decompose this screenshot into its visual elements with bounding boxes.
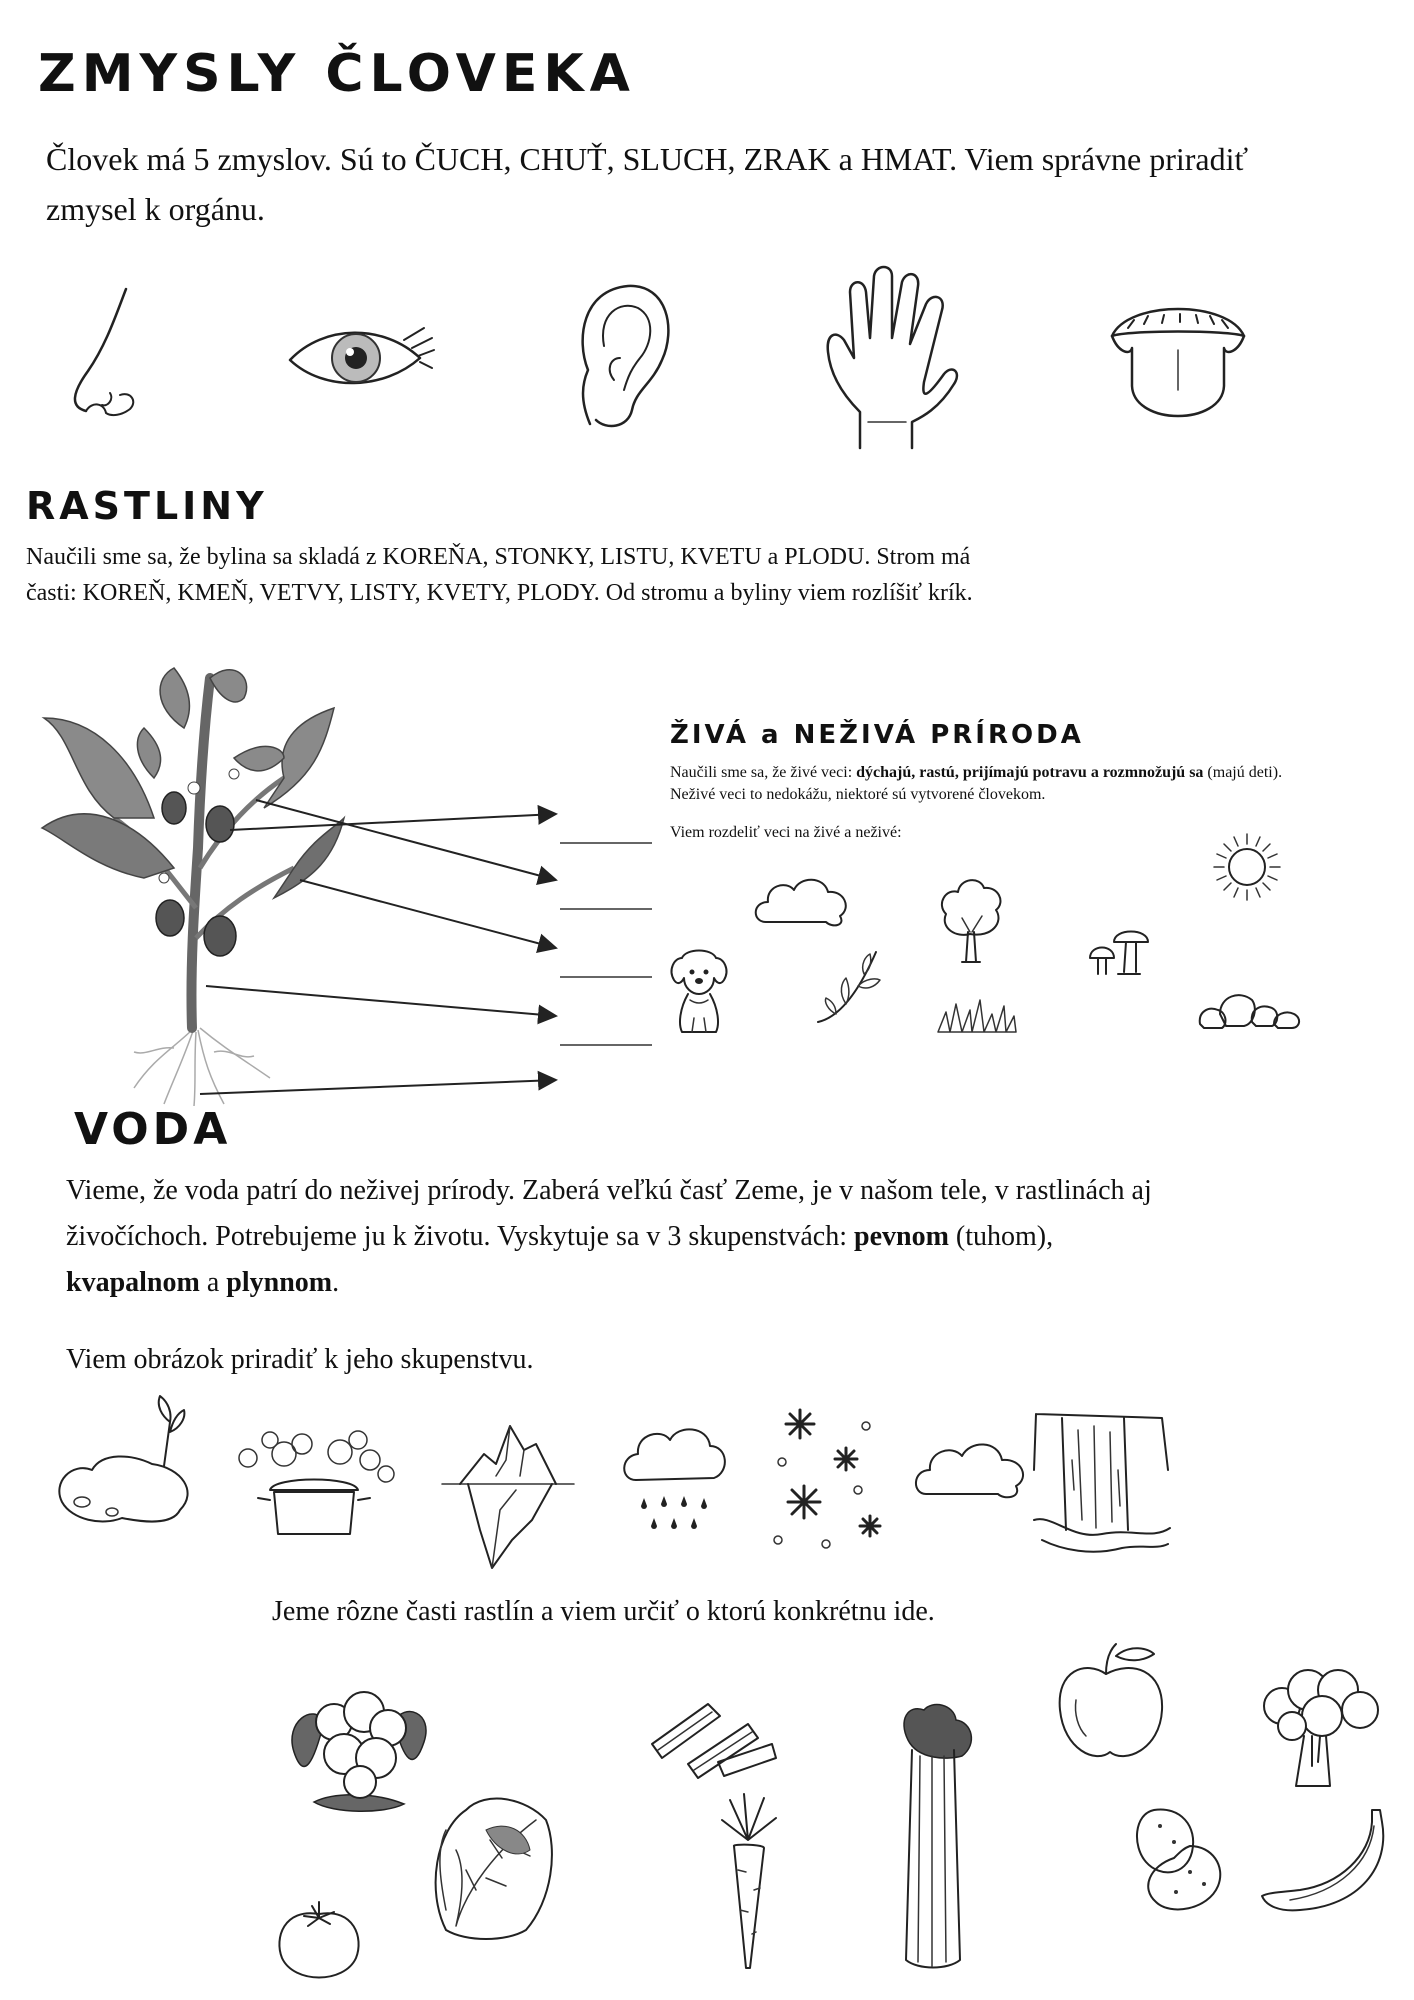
water-solid: pevnom [854,1221,949,1252]
celery-icon [888,1700,978,1972]
water-solid-note: (tuhom), [948,1221,1054,1252]
water-gas: plynnom [226,1267,333,1298]
banana-icon [1260,1806,1390,1916]
plants-title: RASTLINY [26,484,268,528]
plants-text: Naučili sme sa, že bylina sa skladá z KOREŇA, STONKY, LISTU, KVETU a PLODU. Strom má časti: KOREŇ, KMEŇ, VETVY, LISTY, KVETY, PLODY. Od stromu a byliny viem rozlíšiť krík. [26,544,973,606]
lettuce-icon [426,1790,558,1942]
nature-text-post: (majú deti). Neživé veci to nedokážu, niektoré sú vytvorené človekom. [670,764,1283,803]
apple-icon [1056,1640,1168,1762]
sun-icon [1212,832,1282,902]
potatoes-icon [1120,1806,1226,1916]
tomato-icon [274,1898,364,1982]
steaming-pot-icon [230,1414,400,1540]
waterfall-icon [1032,1410,1172,1558]
rain-cloud-icon [620,1420,730,1540]
dog-icon [666,948,732,1034]
answer-line[interactable] [560,1044,652,1046]
answer-line[interactable] [560,976,652,978]
nature-title: ŽIVÁ a NEŽIVÁ PRÍRODA [670,720,1084,750]
nature-text-pre: Naučili sme sa, že živé veci: [670,764,857,781]
cloud-icon [752,872,852,928]
mushroom-icon [1088,922,1150,978]
cloud-icon [912,1434,1032,1500]
cauliflower-icon [284,1682,434,1814]
senses-title: ZMYSLY ČLOVEKA [38,44,636,104]
water-text-a: Vieme, že voda patrí do neživej prírody. Zaberá veľkú časť Zeme, je v našom tele, v rastlinách aj živočíchoch. Potrebujeme ju k životu. Vyskytuje sa v 3 skupenstvách: [66,1175,1152,1252]
stones-icon [1196,984,1306,1030]
water-and: a [199,1267,227,1298]
snowflakes-icon [770,1406,880,1556]
water-end: . [332,1267,340,1298]
iceberg-icon [440,1420,576,1570]
water-instruction: Viem obrázok priradiť k jeho skupenstvu. [66,1344,534,1375]
answer-line[interactable] [560,908,652,910]
water-title: VODA [74,1104,232,1155]
water-text [66,1168,1176,1306]
grass-icon [936,996,1018,1034]
tree-icon [936,874,1006,964]
answer-line[interactable] [560,842,652,844]
carrot-icon [716,1790,782,1972]
nature-instruction: Viem rozdeliť veci na živé a neživé: [670,824,902,841]
nature-text [670,762,1330,806]
twig-icon [816,948,886,1028]
water-liquid: kvapalnom [66,1267,200,1298]
food-instruction: Jeme rôzne časti rastlín a viem určiť o ktorú konkrétnu ide. [272,1596,935,1627]
senses-text: Človek má 5 zmyslov. Sú to ČUCH, CHUŤ, SLUCH, ZRAK a HMAT. Viem správne priradiť zmysel k orgánu. [46,141,1249,227]
broccoli-icon [1252,1666,1382,1792]
nature-text-bold: dýchajú, rastú, prijímajú potravu a rozmnožujú sa [856,764,1204,781]
rhubarb-icon [648,1694,778,1780]
puddle-icon [52,1392,202,1532]
